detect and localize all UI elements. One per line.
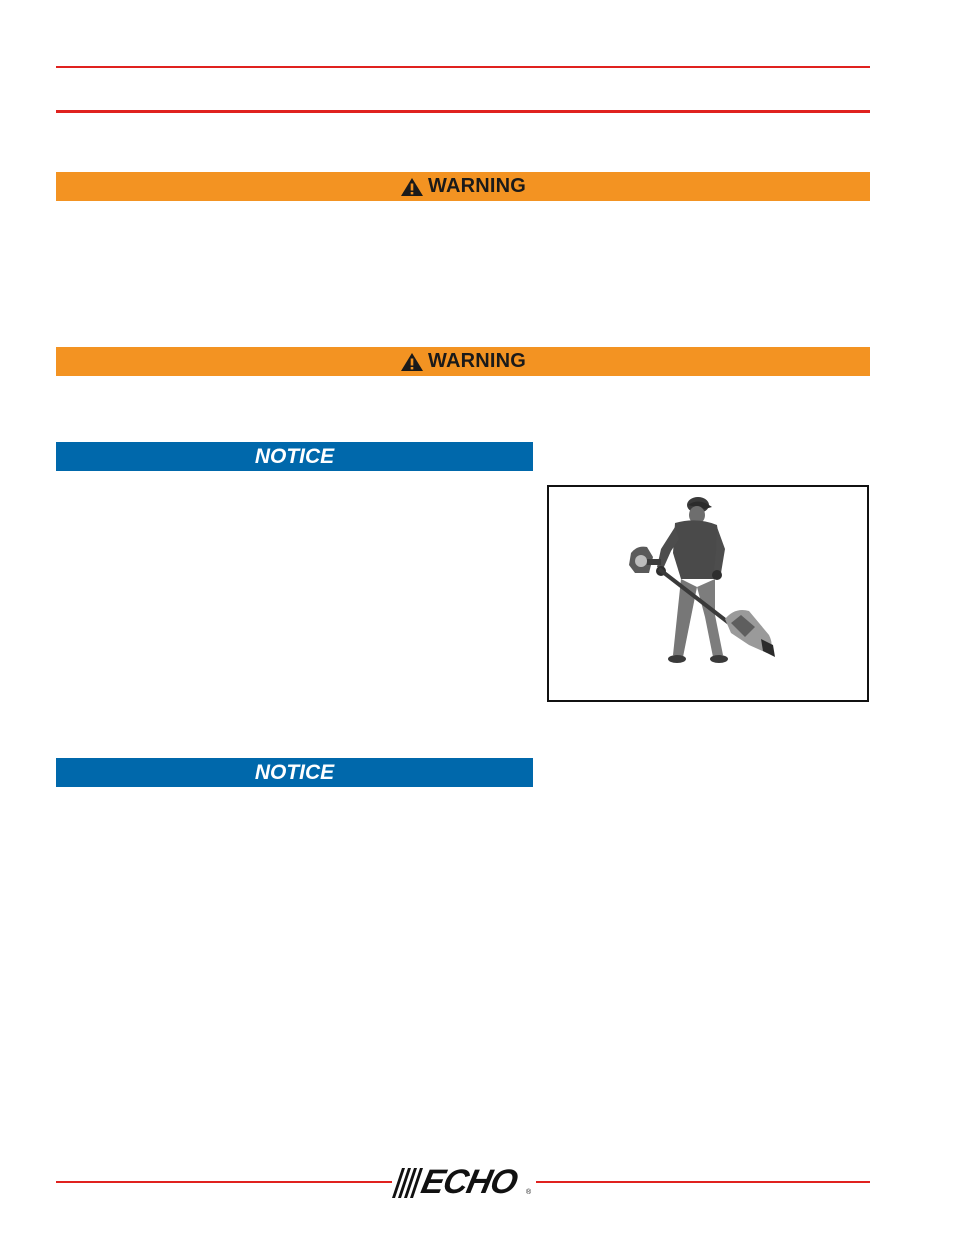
alert-triangle-icon (400, 352, 424, 372)
brand-name: ECHO (417, 1163, 521, 1201)
warning-label: WARNING (427, 175, 527, 197)
registered-mark: ® (526, 1189, 532, 1196)
warning-label: WARNING (427, 350, 527, 372)
notice-banner (56, 442, 533, 471)
notice-label: NOTICE (254, 444, 335, 468)
warning-banner (56, 347, 870, 376)
footer-rule-right (536, 1181, 870, 1183)
header-rule-top (56, 66, 870, 68)
alert-triangle-icon (400, 177, 424, 197)
operator-figure (547, 485, 869, 702)
notice-label: NOTICE (254, 760, 335, 784)
notice-banner (56, 758, 533, 787)
operator-illustration (549, 487, 867, 700)
echo-logo (392, 1165, 538, 1201)
footer-rule-left (56, 1181, 392, 1183)
header-rule-bottom (56, 110, 870, 113)
warning-banner (56, 172, 870, 201)
